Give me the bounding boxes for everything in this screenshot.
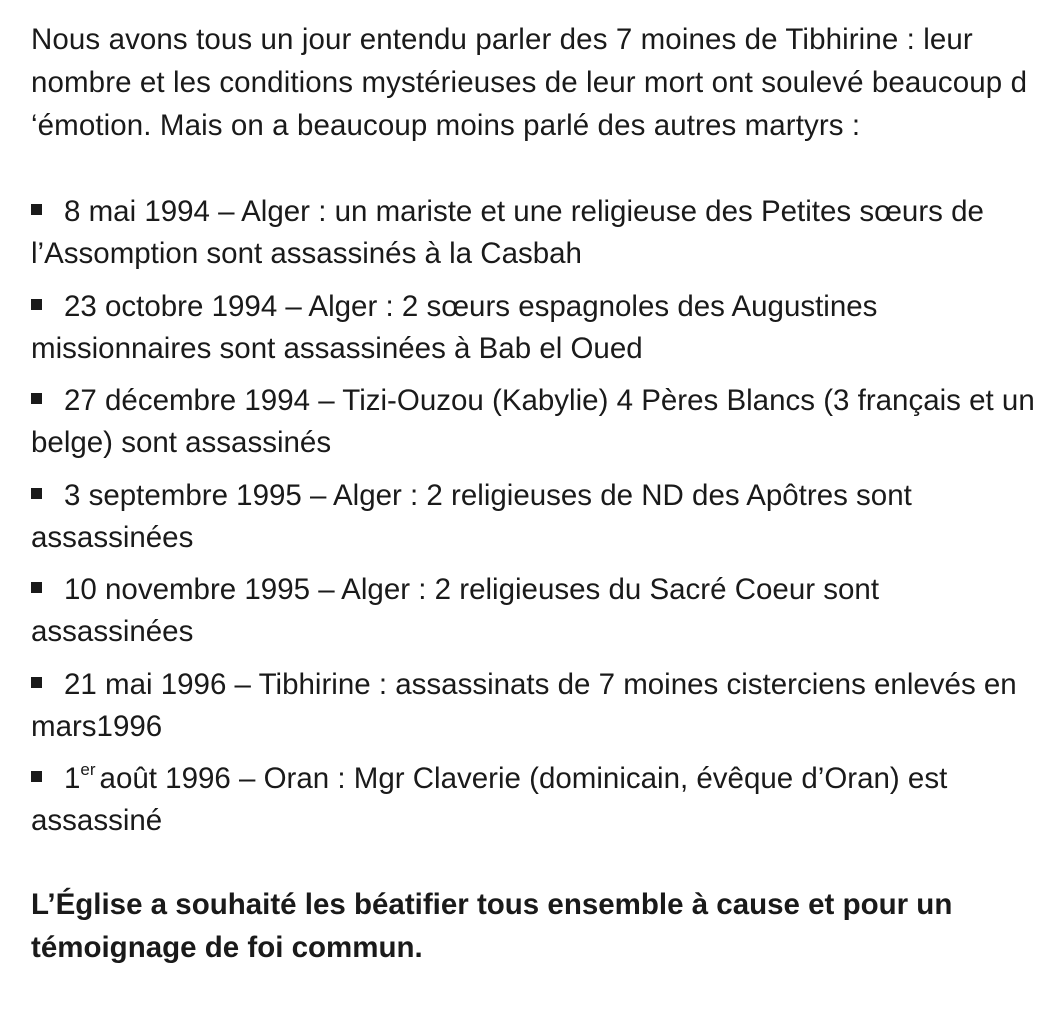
list-item-text: 10 novembre 1995 – Alger : 2 religieuses du Sacré Coeur sont assassinées	[31, 573, 880, 648]
list-item	[31, 475, 1043, 559]
martyr-list	[31, 191, 1043, 842]
square-bullet-icon	[31, 393, 42, 404]
list-item	[31, 758, 1043, 842]
ordinal-suffix: er	[80, 760, 96, 780]
square-bullet-icon	[31, 677, 42, 688]
intro-paragraph: Nous avons tous un jour entendu parler des 7 moines de Tibhirine : leur nombre et les conditions mystérieuses de leur mort ont soulevé beaucoup d ‘émotion. Mais on a beaucoup moins parlé des autres martyrs :	[31, 23, 1028, 142]
article-body	[31, 18, 1043, 969]
square-bullet-icon	[31, 582, 42, 593]
square-bullet-icon	[31, 771, 42, 782]
ordinal-number: 1	[64, 762, 81, 795]
list-item-text: 3 septembre 1995 – Alger : 2 religieuses de ND des Apôtres sont assassinées	[31, 478, 912, 554]
list-item	[31, 380, 1043, 464]
square-bullet-icon	[31, 299, 42, 310]
closing-statement: L’Église a souhaité les béatifier tous ensemble à cause et pour un témoignage de foi commun.	[31, 888, 953, 964]
list-item-text: août 1996 – Oran : Mgr Claverie (dominicain, évêque d’Oran) est assassiné	[31, 762, 948, 837]
square-bullet-icon	[31, 488, 42, 499]
list-item-text: 27 décembre 1994 – Tizi-Ouzou (Kabylie) 4 Pères Blancs (3 français et un belge) sont assassinés	[31, 384, 1035, 459]
list-item	[31, 569, 1043, 653]
list-item-text: 8 mai 1994 – Alger : un mariste et une religieuse des Petites sœurs de l’Assomption sont assassinés à la Casbah	[31, 195, 984, 270]
list-item	[31, 664, 1043, 748]
square-bullet-icon	[31, 204, 42, 215]
list-item	[31, 191, 1043, 275]
list-item	[31, 286, 1043, 370]
list-item-text: 21 mai 1996 – Tibhirine : assassinats de 7 moines cisterciens enlevés en mars1996	[31, 667, 1017, 743]
list-item-text: 23 octobre 1994 – Alger : 2 sœurs espagnoles des Augustines missionnaires sont assassinées à Bab el Oued	[31, 289, 878, 365]
